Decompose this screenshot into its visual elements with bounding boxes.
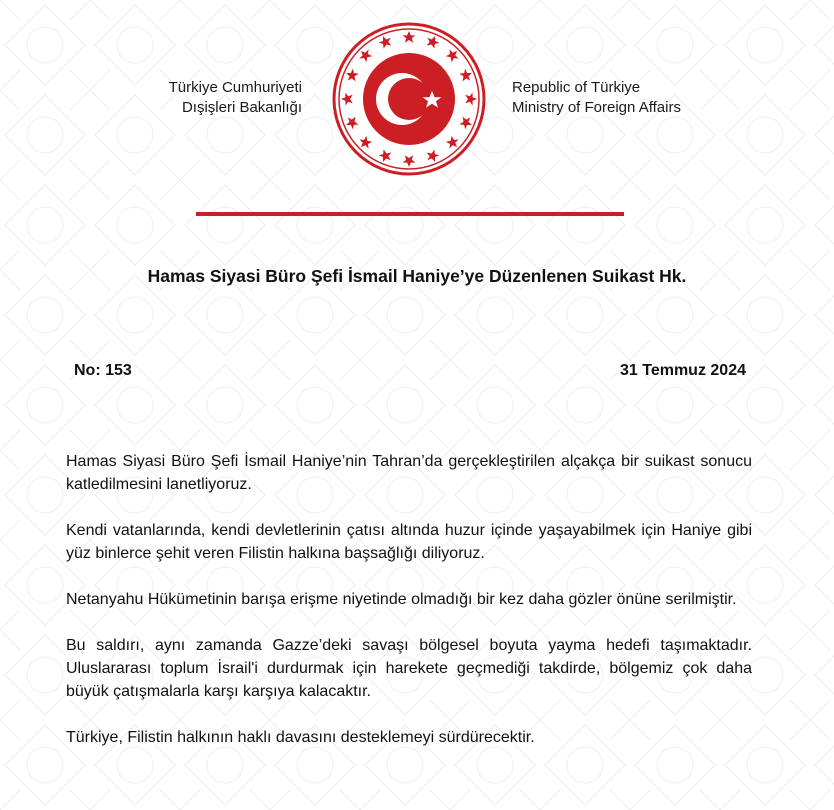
- paragraph: Bu saldırı, aynı zamanda Gazze’deki savaşı bölgesel boyuta yayma hedefi taşımaktadır. Uluslararası toplum İsrail'i durdurmak için harekete geçmediği takdirde, bölgemiz çok daha büyük çatışmalarla karşı karşıya kalacaktır.: [66, 637, 752, 700]
- header-divider: [196, 212, 624, 216]
- paragraph: Hamas Siyasi Büro Şefi İsmail Haniye’nin Tahran’da gerçekleştirilen alçakça bir suikast sonucu katledilmesini lanetliyoruz.: [66, 453, 752, 493]
- header-left-line1: Türkiye Cumhuriyeti: [168, 79, 302, 96]
- crescent-star-seal-icon: [332, 22, 486, 176]
- document-date: 31 Temmuz 2024: [620, 362, 746, 379]
- document-body: [66, 450, 752, 772]
- paragraph: Türkiye, Filistin halkının haklı davasını desteklemeyi sürdürecektir.: [66, 729, 535, 746]
- header-left-line2: Dışişleri Bakanlığı: [181, 99, 302, 116]
- document-number: No: 153: [74, 362, 132, 379]
- paragraph: Netanyahu Hükümetinin barışa erişme niyetinde olmadığı bir kez daha gözler önüne serilmiştir.: [66, 591, 737, 608]
- header-ministry-tr: [140, 78, 302, 118]
- header-right-line1: Republic of Türkiye: [512, 79, 641, 96]
- header-right-line2: Ministry of Foreign Affairs: [512, 99, 681, 116]
- header-ministry-en: [512, 78, 752, 118]
- paragraph: Kendi vatanlarında, kendi devletlerinin çatısı altında huzur içinde yaşayabilmek için Haniye gibi yüz binlerce şehit veren Filistin halkına başsağlığı diliyoruz.: [66, 522, 752, 562]
- document-title: Hamas Siyasi Büro Şefi İsmail Haniye’ye Düzenlenen Suikast Hk.: [147, 266, 687, 286]
